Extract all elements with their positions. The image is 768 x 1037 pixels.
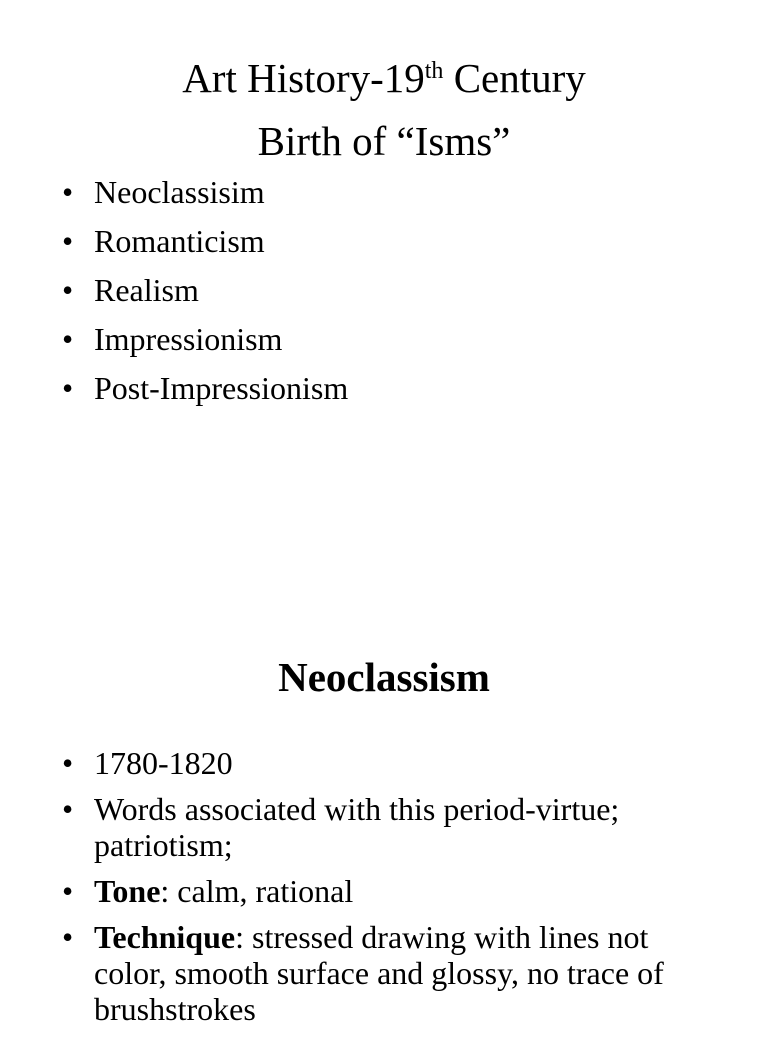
list-item	[62, 873, 722, 909]
list-item-text: Realism	[94, 272, 199, 308]
list-item-text: Post-Impressionism	[94, 370, 349, 406]
neoclassism-facts-list	[62, 745, 722, 1037]
list-item	[62, 270, 722, 319]
bullet-icon: •	[62, 873, 74, 909]
words-associated: Words associated with this period-virtue; patriotism;	[94, 791, 620, 863]
technique-label: Technique	[94, 919, 236, 955]
tone-text: : calm, rational	[160, 873, 354, 909]
list-item	[62, 319, 722, 368]
bullet-icon: •	[62, 321, 74, 357]
slide-2	[0, 560, 768, 1027]
list-item-text: Impressionism	[94, 321, 283, 357]
list-item-text: Romanticism	[94, 223, 265, 259]
list-item	[62, 745, 722, 781]
title-superscript: th	[424, 58, 444, 84]
slide-2-title: Neoclassism	[278, 654, 490, 700]
isms-list	[62, 172, 722, 417]
title-line-2: Birth of “Isms”	[257, 118, 511, 164]
tone-label: Tone	[94, 873, 161, 909]
slide-1-title	[0, 50, 768, 169]
list-item	[62, 791, 722, 863]
bullet-icon: •	[62, 174, 74, 210]
list-item	[62, 221, 722, 270]
date-range: 1780-1820	[94, 745, 233, 781]
bullet-icon: •	[62, 791, 74, 827]
title-line-1-suffix: Century	[443, 55, 586, 101]
bullet-icon: •	[62, 745, 74, 781]
list-item	[62, 368, 722, 417]
bullet-icon: •	[62, 919, 74, 955]
title-line-1-prefix: Art History-19	[182, 55, 425, 101]
title-line-1	[0, 50, 768, 113]
bullet-icon: •	[62, 370, 74, 406]
list-item-text: Neoclassisim	[94, 174, 265, 210]
bullet-icon: •	[62, 272, 74, 308]
list-item	[62, 172, 722, 221]
technique-text: : stressed drawing with lines not color, smooth surface and glossy, no trace of brushstrokes	[94, 919, 664, 1027]
bullet-icon: •	[62, 223, 74, 259]
list-item	[62, 919, 722, 1027]
